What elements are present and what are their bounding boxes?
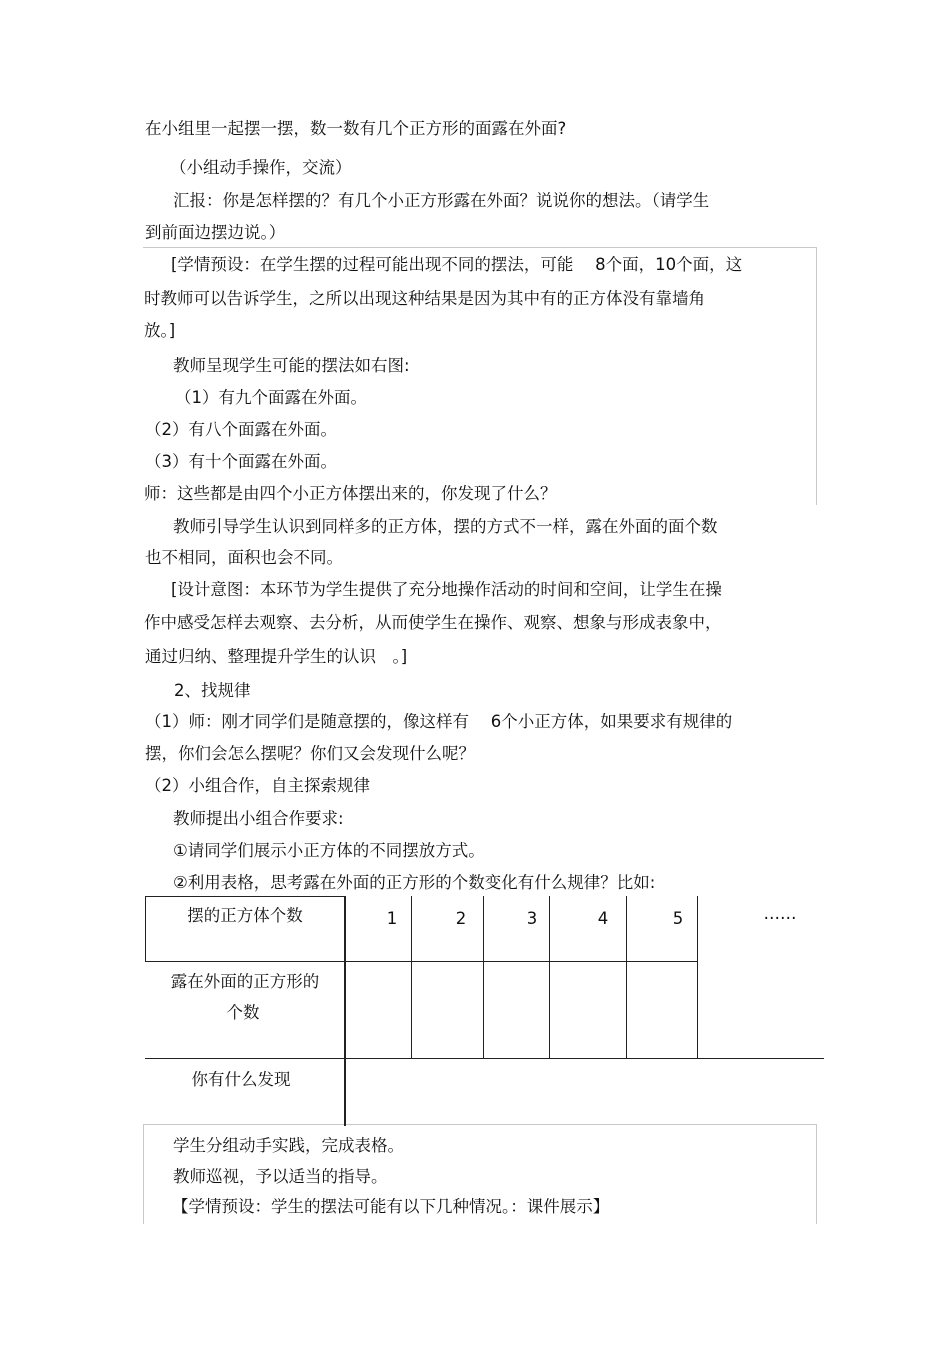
table-header-cell: 个数 [226, 1003, 260, 1022]
paragraph: 到前面边摆边说。） [145, 223, 286, 242]
paragraph: 教师巡视，予以适当的指导。 [173, 1167, 388, 1186]
paragraph: 在小组里一起摆一摆，数一数有几个正方形的面露在外面? [145, 119, 567, 138]
paragraph: （1）师：刚才同学们是随意摆的，像这样有 6个小正方体，如果要求有规律的 [145, 712, 733, 731]
box2-top-border [143, 1124, 816, 1125]
paragraph: 教师提出小组合作要求: [173, 809, 344, 828]
section-heading: 2、找规律 [174, 681, 251, 700]
table-number-cell: 1 [386, 909, 398, 928]
paragraph: ②利用表格，思考露在外面的正方形的个数变化有什么规律？比如: [173, 873, 656, 892]
box2-left-border [143, 1124, 144, 1224]
paragraph: 【学情预设：学生的摆法可能有以下几种情况。：课件展示】 [172, 1197, 610, 1216]
table-rule [145, 1058, 824, 1059]
box-right-border [816, 247, 817, 505]
table-rule [145, 896, 346, 897]
table-number-cell: 5 [672, 909, 684, 928]
paragraph: 放。] [144, 321, 176, 340]
table-rule [145, 961, 698, 962]
table-number-cell: 3 [526, 909, 538, 928]
paragraph: 教师引导学生认识到同样多的正方体，摆的方式不一样，露在外面的面个数 [173, 517, 718, 536]
table-number-cell: 4 [597, 909, 609, 928]
paragraph: ①请同学们展示小正方体的不同摆放方式。 [173, 841, 485, 860]
table-header-cell: 摆的正方体个数 [187, 906, 303, 925]
paragraph: 通过归纳、整理提升学生的认识 。] [145, 647, 408, 666]
table-header-cell: 你有什么发现 [191, 1070, 291, 1089]
paragraph: 也不相同，面积也会不同。 [145, 548, 343, 567]
paragraph: 学生分组动手实践，完成表格。 [173, 1136, 404, 1155]
paragraph: 汇报：你是怎样摆的？有几个小正方形露在外面？说说你的想法。（请学生 [173, 191, 710, 210]
paragraph: 作中感受怎样去观察、去分析，从而使学生在操作、观察、想象与形成表象中， [144, 613, 722, 632]
paragraph: （2）小组合作，自主探索规律 [145, 776, 370, 795]
table-number-cell: 2 [455, 909, 467, 928]
paragraph: （3）有十个面露在外面。 [145, 452, 337, 471]
paragraph: [设计意图：本环节为学生提供了充分地操作活动的时间和空间，让学生在操 [171, 580, 722, 599]
paragraph: 师：这些都是由四个小正方体摆出来的，你发现了什么？ [144, 484, 557, 503]
paragraph: （2）有八个面露在外面。 [145, 420, 337, 439]
box2-right-border [816, 1124, 817, 1224]
paragraph: 摆，你们会怎么摆呢？你们又会发现什么呢？ [145, 744, 475, 763]
paragraph: 时教师可以告诉学生，之所以出现这种结果是因为其中有的正方体没有靠墙角 [144, 289, 705, 308]
table-rule [344, 896, 346, 1126]
paragraph: （小组动手操作，交流） [170, 158, 352, 177]
table-header-cell: 露在外面的正方形的 [170, 972, 320, 991]
box-top-border [143, 247, 816, 248]
paragraph: 教师呈现学生可能的摆法如右图: [173, 356, 410, 375]
paragraph: （1）有九个面露在外面。 [175, 388, 367, 407]
paragraph: [学情预设：在学生摆的过程可能出现不同的摆法，可能 8个面，10个面，这 [171, 255, 743, 274]
table-ellipsis: …… [763, 904, 797, 923]
